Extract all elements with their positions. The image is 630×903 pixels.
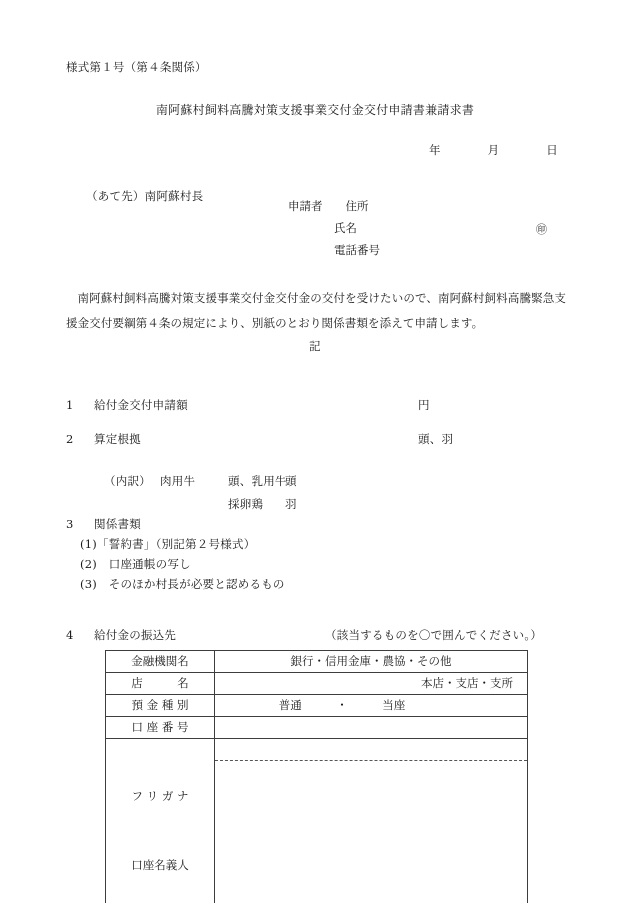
row-value-financial-institution[interactable]: 銀行・信用金庫・農協・その他 bbox=[215, 651, 528, 673]
form-number: 様式第１号（第４条関係） bbox=[66, 60, 207, 74]
table-row bbox=[106, 739, 528, 903]
applicant-address-label: 住所 bbox=[345, 199, 369, 213]
row-value-account-number[interactable] bbox=[215, 717, 528, 739]
breakdown-hen-unit: 羽 bbox=[285, 497, 297, 511]
furigana-value[interactable] bbox=[215, 739, 527, 761]
applicant-name-row bbox=[288, 221, 547, 245]
item2-unit: 頭、羽 bbox=[418, 432, 454, 446]
applicant-heading: 申請者 bbox=[288, 199, 323, 213]
breakdown-beef-unit: 頭、乳用牛 bbox=[228, 474, 287, 488]
item1-number: 1 bbox=[66, 398, 74, 412]
item3-line-2: (2) 口座通帳の写し bbox=[80, 557, 191, 571]
item3-number: 3 bbox=[66, 517, 74, 531]
item4-note: （該当するものを〇で囲んでください。） bbox=[325, 628, 543, 642]
row-label-financial-institution: 金融機関名 bbox=[106, 651, 215, 673]
addressee: （あて先）南阿蘇村長 bbox=[86, 189, 204, 203]
account-holder-value-wrapper bbox=[215, 739, 527, 903]
row-value-deposit-type[interactable]: 普通 ・ 当座 bbox=[215, 695, 528, 717]
row-label-branch-name: 店 名 bbox=[106, 673, 215, 695]
breakdown-beef-label: 肉用牛 bbox=[160, 474, 196, 488]
applicant-name-label: 氏名 bbox=[334, 221, 357, 235]
breakdown-dairy-unit: 頭 bbox=[285, 474, 297, 488]
table-row bbox=[106, 673, 528, 695]
body-paragraph bbox=[66, 286, 566, 336]
item3-label: 関係書類 bbox=[94, 517, 141, 531]
item4-number: 4 bbox=[66, 628, 74, 642]
row-label-deposit-type: 預 金 種 別 bbox=[106, 695, 215, 717]
table-row bbox=[106, 695, 528, 717]
item3-line-1: (1)「誓約書」（別記第２号様式） bbox=[80, 537, 256, 551]
row-label-account-number: 口 座 番 号 bbox=[106, 717, 215, 739]
item1-unit: 円 bbox=[418, 398, 430, 412]
seal-icon: ㊞ bbox=[536, 223, 547, 236]
row-value-account-holder bbox=[215, 739, 528, 903]
table-row bbox=[106, 717, 528, 739]
body-paragraph-text: 南阿蘇村飼料高騰対策支援事業交付金交付金の交付を受けたいので、南阿蘇村飼料高騰緊急支援金交付要綱第４条の規定により、別紙のとおり関係書類を添えて申請します。 bbox=[66, 291, 566, 330]
item1-label: 給付金交付申請額 bbox=[94, 398, 188, 412]
applicant-block bbox=[288, 199, 547, 267]
account-holder-label: 口座名義人 bbox=[131, 858, 189, 872]
furigana-label: フ リ ガ ナ bbox=[131, 789, 189, 803]
breakdown-hen-label: 採卵鶏 bbox=[228, 497, 264, 511]
applicant-address-row bbox=[288, 201, 380, 223]
bank-account-table bbox=[105, 650, 528, 903]
breakdown-label: （内訳） bbox=[104, 474, 151, 488]
applicant-phone-label: 電話番号 bbox=[334, 243, 380, 257]
row-value-branch-name[interactable]: 本店・支店・支所 bbox=[215, 673, 528, 695]
applicant-phone-row bbox=[288, 245, 380, 267]
table-row bbox=[106, 651, 528, 673]
item2-label: 算定根拠 bbox=[94, 432, 141, 446]
ki-marker: 記 bbox=[309, 339, 321, 353]
date-line: 年 月 日 bbox=[428, 143, 558, 157]
document-title: 南阿蘇村飼料高騰対策支援事業交付金交付申請書兼請求書 bbox=[155, 103, 475, 117]
item3-line-3: (3) そのほか村長が必要と認めるもの bbox=[80, 577, 285, 591]
item4-label: 給付金の振込先 bbox=[94, 628, 177, 642]
item2-number: 2 bbox=[66, 432, 74, 446]
row-label-account-holder bbox=[106, 739, 215, 903]
account-holder-value[interactable] bbox=[215, 761, 527, 784]
